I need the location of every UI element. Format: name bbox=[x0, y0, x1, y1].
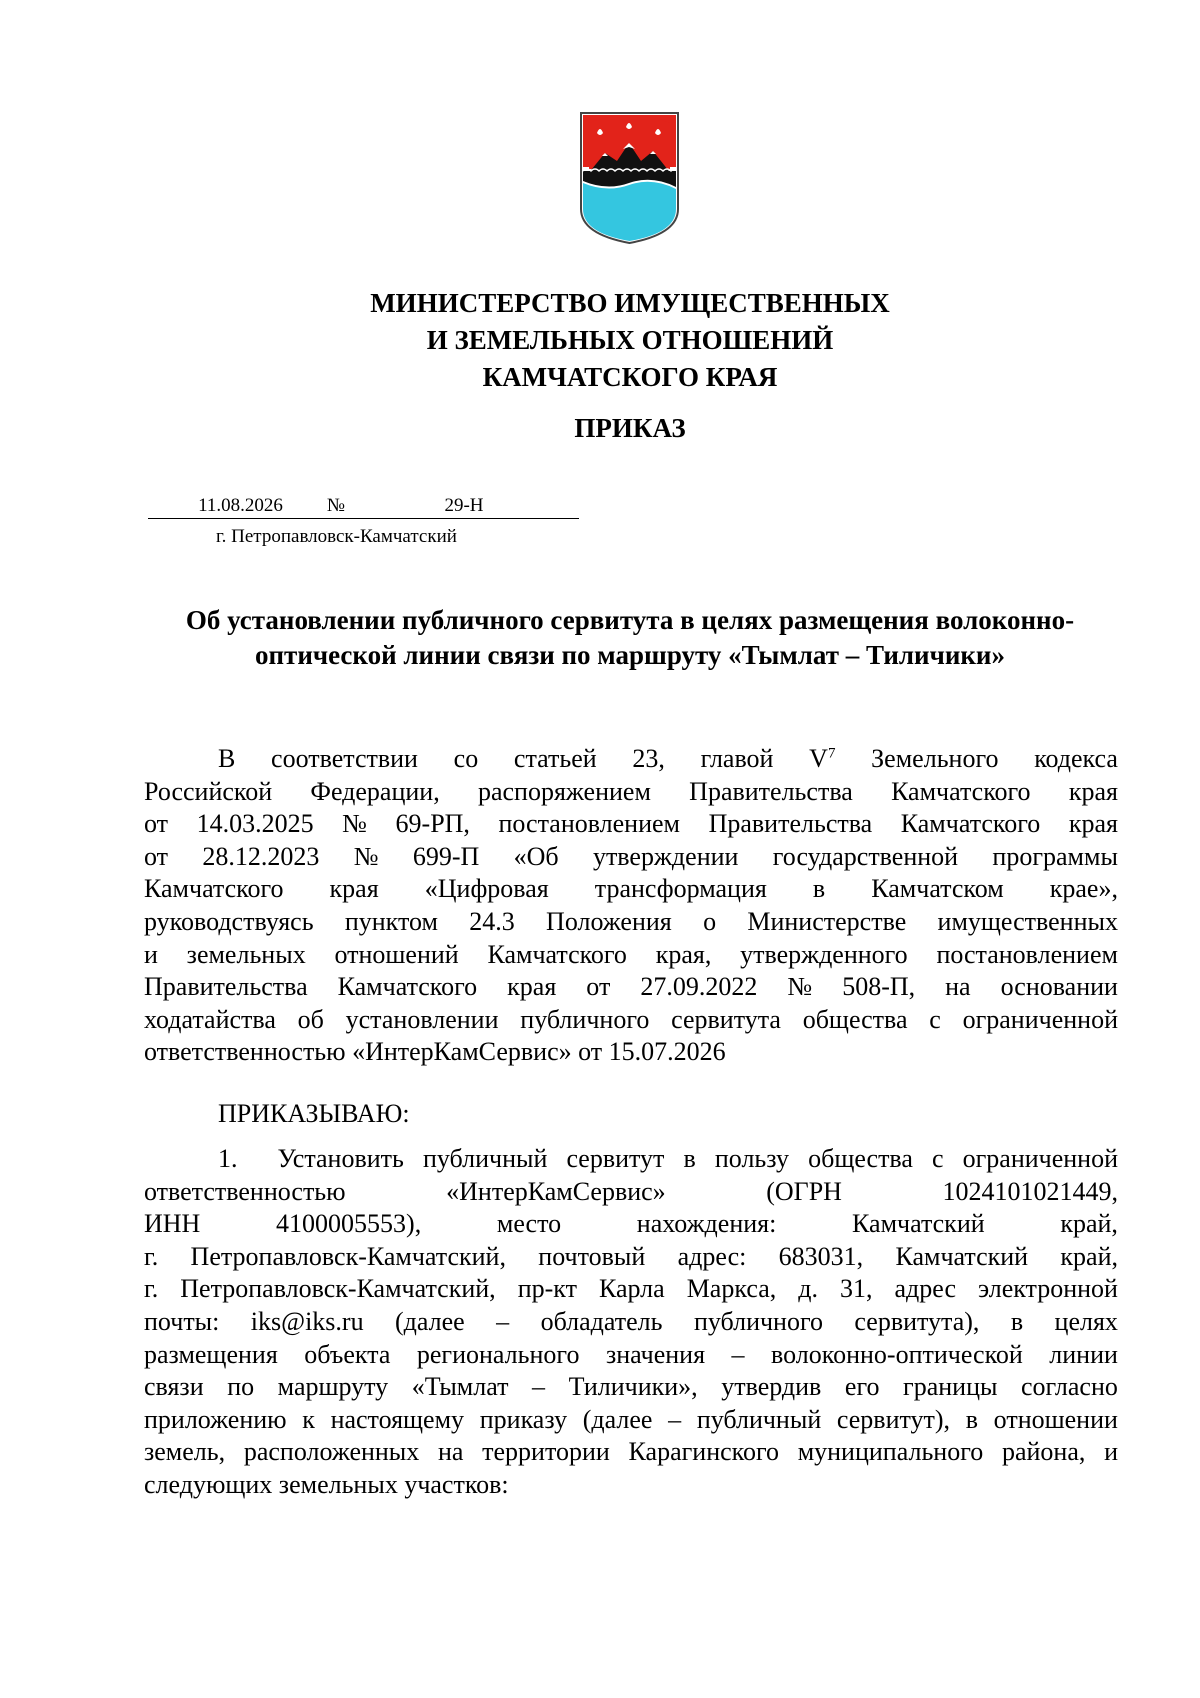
word: 28.12.2023 bbox=[202, 841, 320, 871]
word: край, bbox=[1060, 1209, 1118, 1239]
text-line bbox=[144, 1241, 1118, 1274]
document-title bbox=[140, 603, 1120, 673]
word: приказу bbox=[479, 1404, 568, 1434]
word: трансформация bbox=[594, 874, 767, 904]
text-line bbox=[144, 1404, 1118, 1437]
word: государственной bbox=[772, 841, 959, 871]
title-line-2: оптической линии связи по маршруту «Тымлат – Тиличики» bbox=[255, 640, 1005, 670]
word: от bbox=[586, 972, 611, 1002]
order-number: 29-Н bbox=[349, 494, 579, 519]
word: края bbox=[1068, 776, 1118, 806]
word: 699-П bbox=[412, 841, 480, 871]
word: № bbox=[787, 972, 813, 1002]
word: с bbox=[929, 1004, 941, 1034]
word: «Цифровая bbox=[424, 874, 549, 904]
word: ходатайства bbox=[144, 1004, 276, 1034]
order-date: 11.08.2026 bbox=[148, 494, 323, 519]
word: Федерации, bbox=[310, 776, 440, 806]
word: и bbox=[1104, 1437, 1118, 1467]
word: iks@iks.ru bbox=[250, 1306, 364, 1336]
word: отношений bbox=[334, 939, 459, 969]
text-line-last: следующих земельных участков: bbox=[144, 1469, 509, 1499]
word: от bbox=[144, 841, 169, 871]
word: Петропавловск-Камчатский, bbox=[190, 1241, 506, 1271]
word: края bbox=[329, 874, 379, 904]
word: основании bbox=[1000, 972, 1118, 1002]
text-line bbox=[144, 971, 1118, 1004]
word: Правительства bbox=[144, 972, 308, 1002]
word: целях bbox=[1054, 1306, 1118, 1336]
word: расположенных bbox=[243, 1437, 420, 1467]
word: края bbox=[1068, 809, 1118, 839]
word: приложению bbox=[144, 1404, 287, 1434]
word: соответствии bbox=[271, 744, 418, 773]
word: электронной bbox=[978, 1274, 1118, 1304]
word: программы bbox=[992, 841, 1118, 871]
item-1-paragraph bbox=[144, 1143, 1118, 1502]
word: 69-РП, bbox=[395, 809, 470, 839]
text-line bbox=[144, 776, 1118, 809]
word: пользу bbox=[714, 1144, 790, 1173]
word: района, bbox=[1001, 1437, 1086, 1467]
word: № bbox=[342, 809, 367, 839]
word: края bbox=[507, 972, 557, 1002]
word: общества bbox=[808, 1144, 913, 1173]
word: Карагинского bbox=[628, 1437, 779, 1467]
word: в bbox=[965, 1404, 978, 1434]
word: постановлением bbox=[936, 939, 1118, 969]
word: 27.09.2022 bbox=[640, 972, 758, 1002]
word: «Тымлат bbox=[411, 1372, 509, 1402]
word: Карла bbox=[598, 1274, 665, 1304]
word: статьей bbox=[513, 744, 597, 773]
word: общества bbox=[802, 1004, 908, 1034]
word: муниципального bbox=[797, 1437, 984, 1467]
title-line-1: Об установлении публичного сервитута в целях размещения волоконно- bbox=[185, 605, 1075, 635]
word: публичного bbox=[693, 1306, 823, 1336]
word: пунктом bbox=[344, 906, 438, 936]
word: – bbox=[496, 1306, 510, 1336]
word: в bbox=[683, 1144, 696, 1173]
word: со bbox=[453, 744, 479, 773]
word: 23, bbox=[632, 744, 665, 773]
word: к bbox=[302, 1404, 315, 1434]
text-line bbox=[144, 873, 1118, 906]
word: Камчатского bbox=[337, 972, 478, 1002]
word: с bbox=[931, 1144, 944, 1173]
number-sign: № bbox=[323, 494, 349, 519]
word: утвердив bbox=[721, 1372, 822, 1402]
item-1-first-line-text bbox=[278, 1143, 1119, 1176]
word: 1024101021449, bbox=[942, 1176, 1118, 1206]
word: в bbox=[1010, 1306, 1024, 1336]
word: Российской bbox=[144, 776, 273, 806]
word: волоконно-оптической bbox=[771, 1339, 1023, 1369]
word: главой bbox=[700, 744, 774, 773]
word: Правительства bbox=[708, 809, 873, 839]
word: регионального bbox=[416, 1339, 580, 1369]
word: крае», bbox=[1049, 874, 1118, 904]
word: сервитута bbox=[671, 1004, 781, 1034]
word: г. bbox=[144, 1241, 159, 1271]
word: Правительства bbox=[689, 776, 853, 806]
ministry-line-3: КАМЧАТСКОГО КРАЯ bbox=[482, 362, 778, 392]
word: Тиличики», bbox=[568, 1372, 698, 1402]
word: линии bbox=[1049, 1339, 1118, 1369]
word: г. bbox=[144, 1274, 159, 1304]
word: Камчатского bbox=[900, 809, 1041, 839]
word: от bbox=[144, 809, 169, 839]
word: $V^7$ bbox=[809, 744, 836, 773]
word: почты: bbox=[144, 1306, 220, 1336]
word: (далее bbox=[582, 1404, 653, 1434]
text-line-last: ответственностью «ИнтерКамСервис» от 15.07.2026 bbox=[144, 1037, 726, 1067]
item-number: 1. bbox=[218, 1144, 238, 1173]
text-line bbox=[144, 841, 1118, 874]
word: 4100005553), bbox=[276, 1209, 422, 1239]
word: – bbox=[668, 1404, 682, 1434]
text-line bbox=[144, 1339, 1118, 1372]
word: и bbox=[144, 939, 158, 969]
word: пр-кт bbox=[517, 1274, 577, 1304]
word: на bbox=[437, 1437, 464, 1467]
word: Положения bbox=[546, 906, 672, 936]
word: по bbox=[227, 1372, 255, 1402]
text-line bbox=[144, 1371, 1118, 1404]
word: Петропавловск-Камчатский, bbox=[180, 1274, 496, 1304]
word: объекта bbox=[304, 1339, 391, 1369]
word: 683031, bbox=[778, 1241, 864, 1271]
ministry-line-2: И ЗЕМЕЛЬНЫХ ОТНОШЕНИЙ bbox=[426, 325, 834, 355]
word: значения bbox=[605, 1339, 706, 1369]
word: имущественных bbox=[937, 906, 1118, 936]
word: ИНН bbox=[144, 1209, 201, 1239]
word: – bbox=[731, 1339, 745, 1369]
text-line bbox=[144, 743, 1118, 776]
word: руководствуясь bbox=[144, 906, 314, 936]
word: Камчатского bbox=[891, 776, 1031, 806]
word: № bbox=[353, 841, 379, 871]
text-line bbox=[144, 1273, 1118, 1306]
word: нахождения: bbox=[636, 1209, 777, 1239]
word: утверждении bbox=[592, 841, 739, 871]
text-line bbox=[144, 1208, 1118, 1241]
word: распоряжением bbox=[477, 776, 651, 806]
word: 508-П, bbox=[842, 972, 916, 1002]
word: место bbox=[496, 1209, 562, 1239]
word: Камчатского bbox=[144, 874, 284, 904]
word: «Об bbox=[513, 841, 559, 871]
word: маршруту bbox=[277, 1372, 389, 1402]
text-line bbox=[144, 939, 1118, 972]
word: публичный bbox=[696, 1404, 822, 1434]
word: отношении bbox=[993, 1404, 1118, 1434]
word: Маркса, bbox=[686, 1274, 777, 1304]
word: (далее bbox=[395, 1306, 465, 1336]
word: кодекса bbox=[1034, 744, 1118, 773]
text-line bbox=[144, 906, 1118, 939]
word: 14.03.2025 bbox=[196, 809, 314, 839]
word: 24.3 bbox=[469, 906, 515, 936]
order-word: ПРИКАЗЫВАЮ: bbox=[218, 1099, 410, 1128]
word: настоящему bbox=[330, 1404, 465, 1434]
word: ответственностью bbox=[144, 1176, 346, 1206]
word: ограниченной bbox=[962, 1144, 1118, 1173]
word: земельных bbox=[186, 939, 306, 969]
word: Камчатский bbox=[852, 1209, 985, 1239]
word: размещения bbox=[144, 1339, 278, 1369]
word: сервитут), bbox=[836, 1404, 951, 1434]
word: д. bbox=[798, 1274, 818, 1304]
word: почтовый bbox=[538, 1241, 646, 1271]
text-line bbox=[144, 1176, 1118, 1209]
word: обладатель bbox=[540, 1306, 663, 1336]
word: публичного bbox=[520, 1004, 650, 1034]
word: на bbox=[945, 972, 971, 1002]
word: постановлением bbox=[498, 809, 681, 839]
word: Установить bbox=[277, 1144, 404, 1173]
word: «ИнтерКамСервис» bbox=[446, 1176, 666, 1206]
city: г. Петропавловск-Камчатский bbox=[216, 526, 457, 547]
word: согласно bbox=[1021, 1372, 1118, 1402]
word: Камчатского bbox=[487, 939, 627, 969]
ministry-name bbox=[0, 285, 1200, 396]
document-type: ПРИКАЗ bbox=[574, 413, 686, 443]
word: установлении bbox=[345, 1004, 499, 1034]
word: Земельного bbox=[871, 744, 999, 773]
word: Камчатский bbox=[895, 1241, 1029, 1271]
word: о bbox=[703, 906, 717, 936]
word: 31, bbox=[840, 1274, 873, 1304]
word: края, bbox=[655, 939, 712, 969]
word: сервитута), bbox=[854, 1306, 980, 1336]
word: адрес: bbox=[677, 1241, 747, 1271]
word: адрес bbox=[894, 1274, 957, 1304]
word: сервитут bbox=[566, 1144, 665, 1173]
text-line bbox=[144, 1306, 1118, 1339]
word: об bbox=[297, 1004, 324, 1034]
word: В bbox=[218, 744, 236, 773]
word: Министерстве bbox=[747, 906, 907, 936]
text-line bbox=[144, 1436, 1118, 1469]
coat-of-arms-icon bbox=[577, 109, 682, 246]
date-number-line bbox=[148, 494, 579, 520]
word: утвержденного bbox=[740, 939, 908, 969]
word: его bbox=[844, 1372, 880, 1402]
word: границы bbox=[903, 1372, 998, 1402]
item-1-first-line bbox=[144, 1143, 1118, 1176]
word: в bbox=[812, 874, 826, 904]
text-line bbox=[144, 1004, 1118, 1037]
word: (ОГРН bbox=[766, 1176, 842, 1206]
word: Камчатском bbox=[871, 874, 1004, 904]
text-line bbox=[144, 808, 1118, 841]
word: ограниченной bbox=[962, 1004, 1118, 1034]
word: связи bbox=[144, 1372, 204, 1402]
word: край, bbox=[1060, 1241, 1118, 1271]
word: земель, bbox=[144, 1437, 226, 1467]
word: территории bbox=[482, 1437, 610, 1467]
word: публичный bbox=[422, 1144, 548, 1173]
preamble-paragraph bbox=[144, 743, 1118, 1069]
word: – bbox=[532, 1372, 546, 1402]
ministry-line-1: МИНИСТЕРСТВО ИМУЩЕСТВЕННЫХ bbox=[370, 288, 890, 318]
